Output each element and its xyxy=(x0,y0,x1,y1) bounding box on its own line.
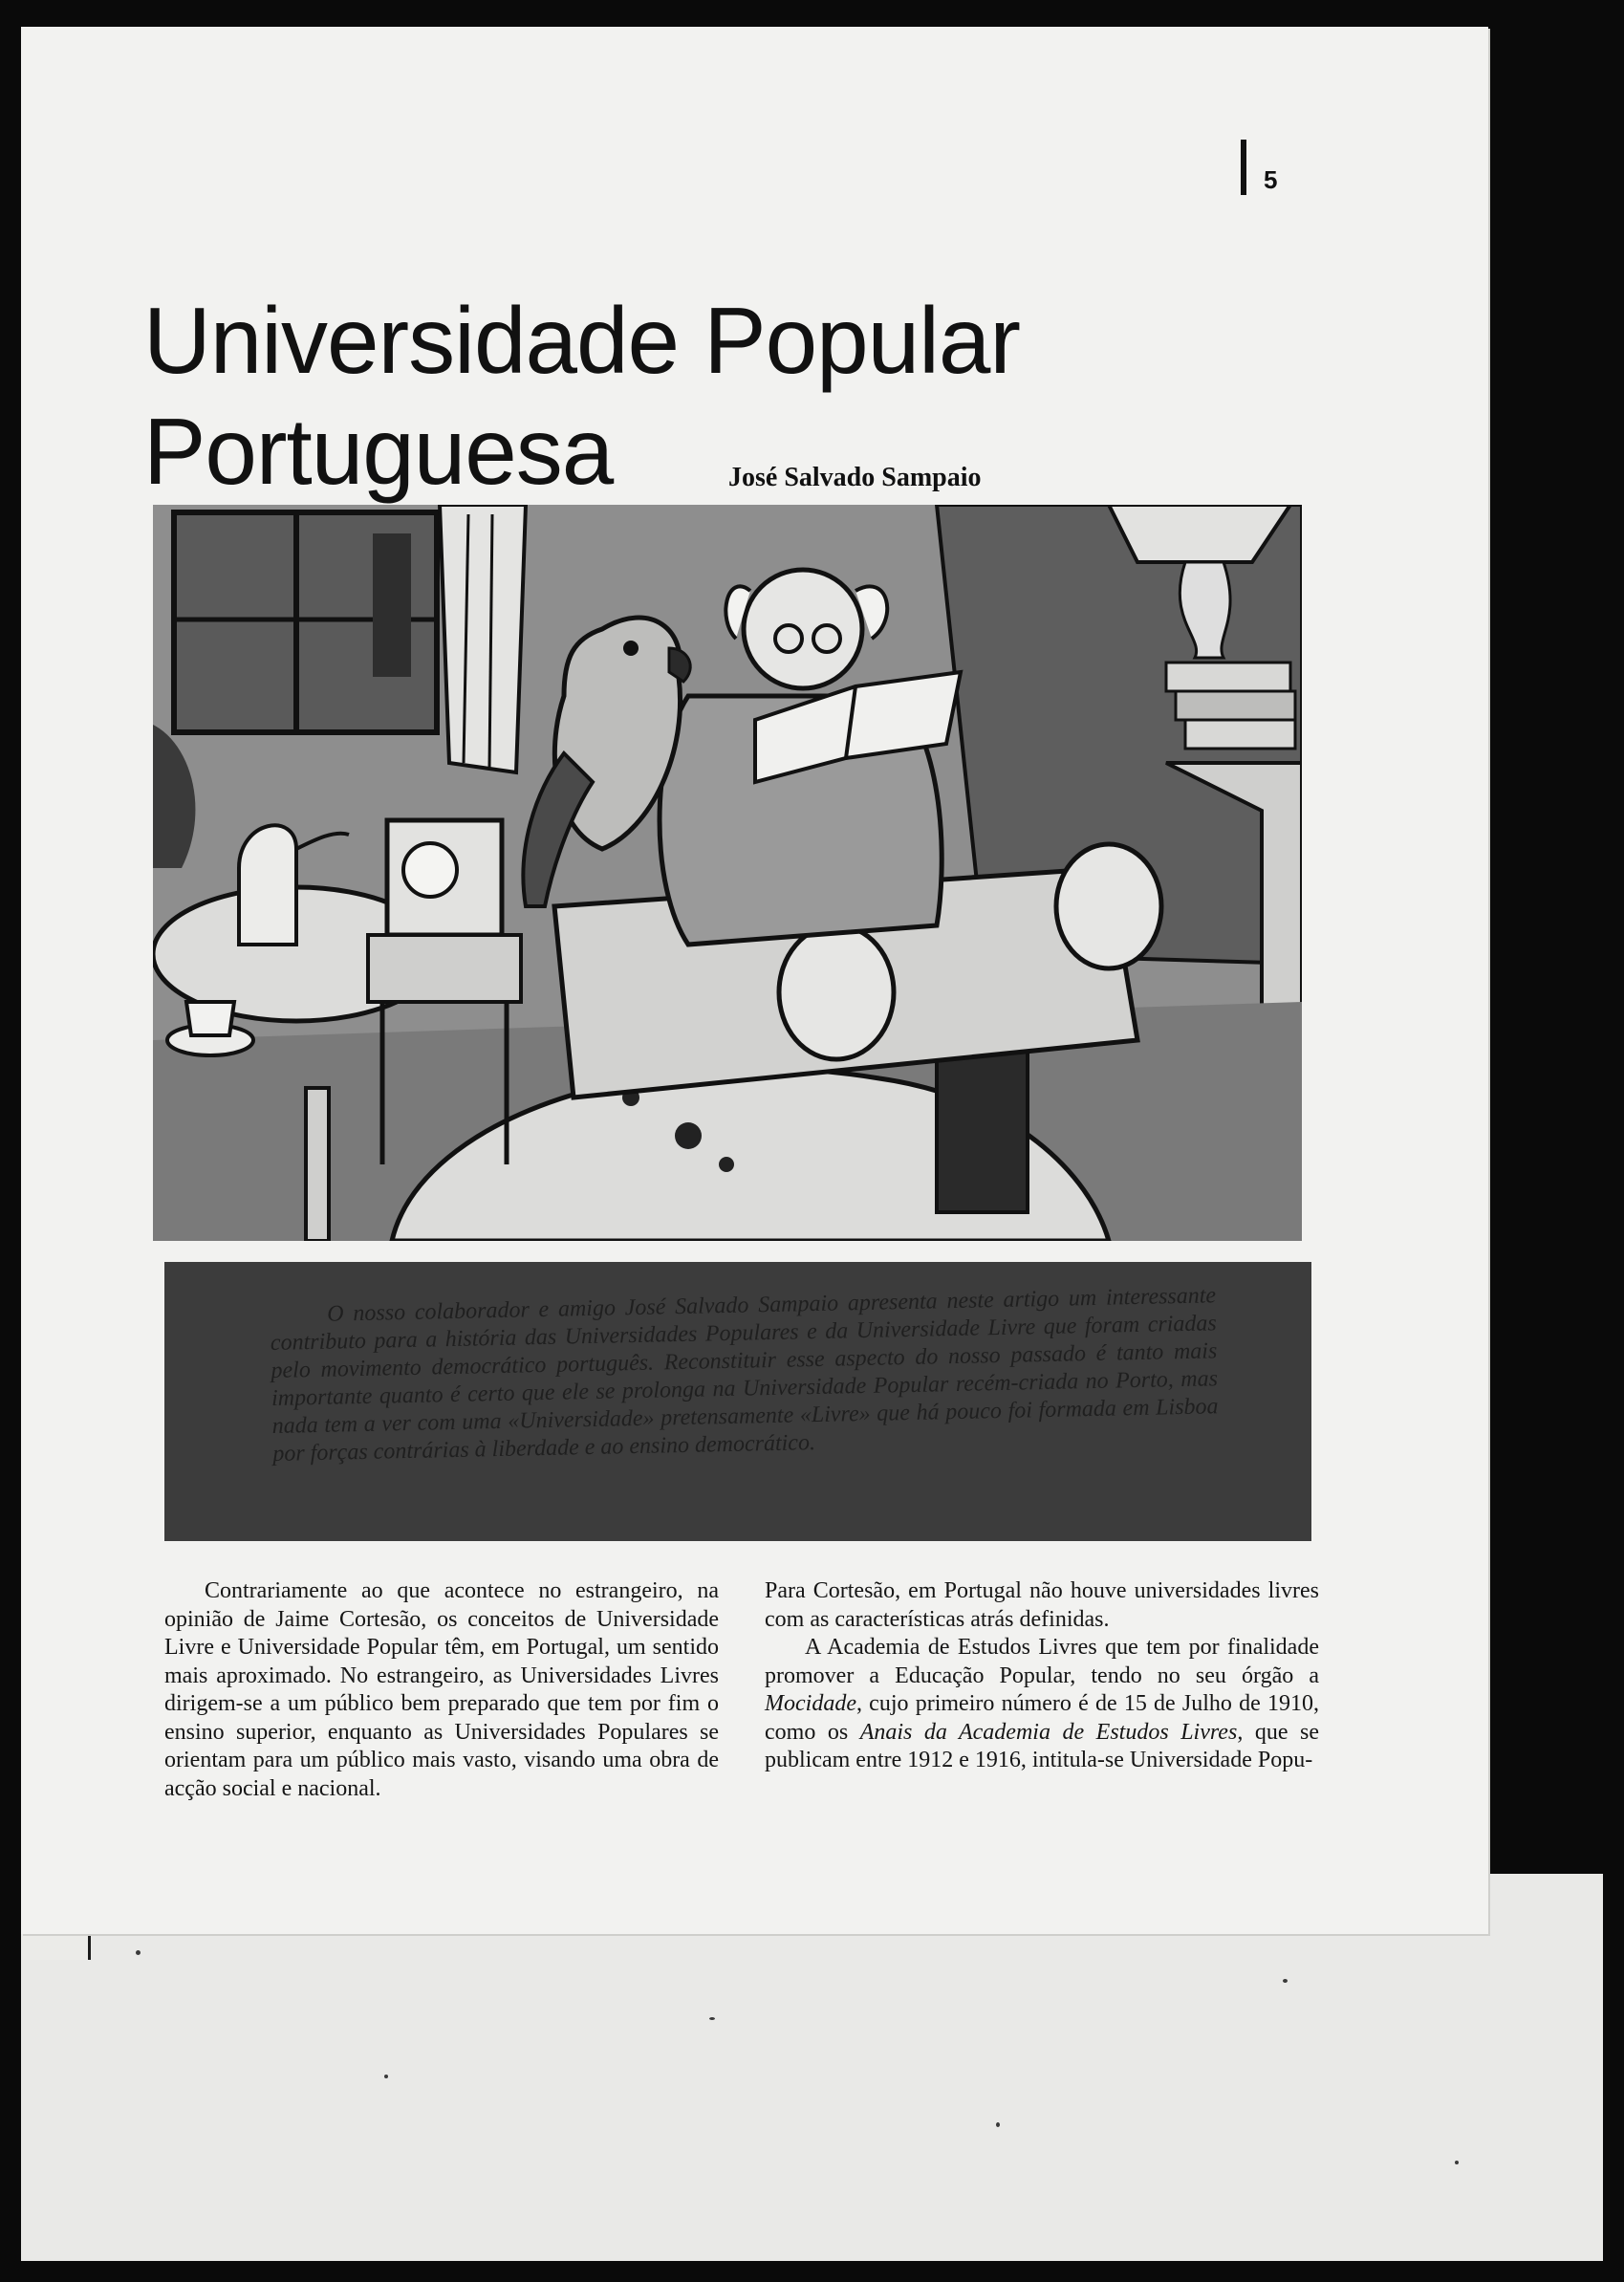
speck xyxy=(136,1950,141,1955)
title-line-2: Portuguesa xyxy=(143,399,614,504)
paragraph xyxy=(765,1634,1319,1775)
text-run: , que se publicam entre 1912 e 1916, intitula-se Universidade Popu- xyxy=(765,1719,1320,1772)
page-folio xyxy=(1241,140,1277,195)
text-run-italic: Mocidade xyxy=(765,1691,856,1716)
intro-box xyxy=(164,1262,1311,1541)
author-byline: José Salvado Sampaio xyxy=(728,463,982,492)
speck xyxy=(1283,1979,1288,1983)
speck xyxy=(384,2075,388,2078)
intro-text: O nosso colaborador e amigo José Salvado Sampaio apresenta neste artigo um interessante contributo para a história das Universidades Populares e da Universidade Livre que foram criadas pelo movimento democrático português. Reconstituir esse aspecto do nosso passado é tanto mais importante quanto é certo que ele se prolonga na Universidade Popular recém-criada no Porto, mas nada tem a ver com uma «Universidade» pretensamente «Livre» que há pouco foi formada em Lisboa por forças contrárias à liberdade e ao ensino democrático. xyxy=(270,1283,1219,1467)
column-left xyxy=(164,1577,719,1803)
text-run: , cujo primeiro número é de 15 de Julho de 1910, como os xyxy=(765,1691,1319,1745)
cartoon-illustration xyxy=(153,505,1302,1241)
text-run: A Academia de Estudos Livres que tem por finalidade promover a Educação Popular, tendo no seu órgão a xyxy=(765,1635,1319,1688)
folio-rule xyxy=(1241,140,1246,195)
speck xyxy=(709,2017,715,2020)
page-number: 5 xyxy=(1264,165,1278,194)
speck xyxy=(1455,2161,1459,2164)
column-right xyxy=(765,1577,1319,1775)
paragraph: Para Cortesão, em Portugal não houve universidades livres com as características atrás definidas. xyxy=(765,1578,1319,1632)
title-line-1: Universidade Popular xyxy=(143,288,1020,393)
paragraph: Contrariamente ao que acontece no estrangeiro, na opinião de Jaime Cortesão, os conceitos de Universidade Livre e Universidade Popular têm, em Portugal, um sentido mais aproximado. No estrangeiro, as Universidades Livres dirigem-se a um público bem preparado que tem por fim o ensino superior, enquanto as Universidades Populares se orientam para um público mais vasto, visando uma obra de acção social e nacional. xyxy=(164,1578,719,1801)
speck xyxy=(996,2122,1000,2127)
cartoon-drawing xyxy=(153,505,1302,1241)
text-run-italic: Anais da Academia de Estudos Livres xyxy=(859,1719,1238,1745)
